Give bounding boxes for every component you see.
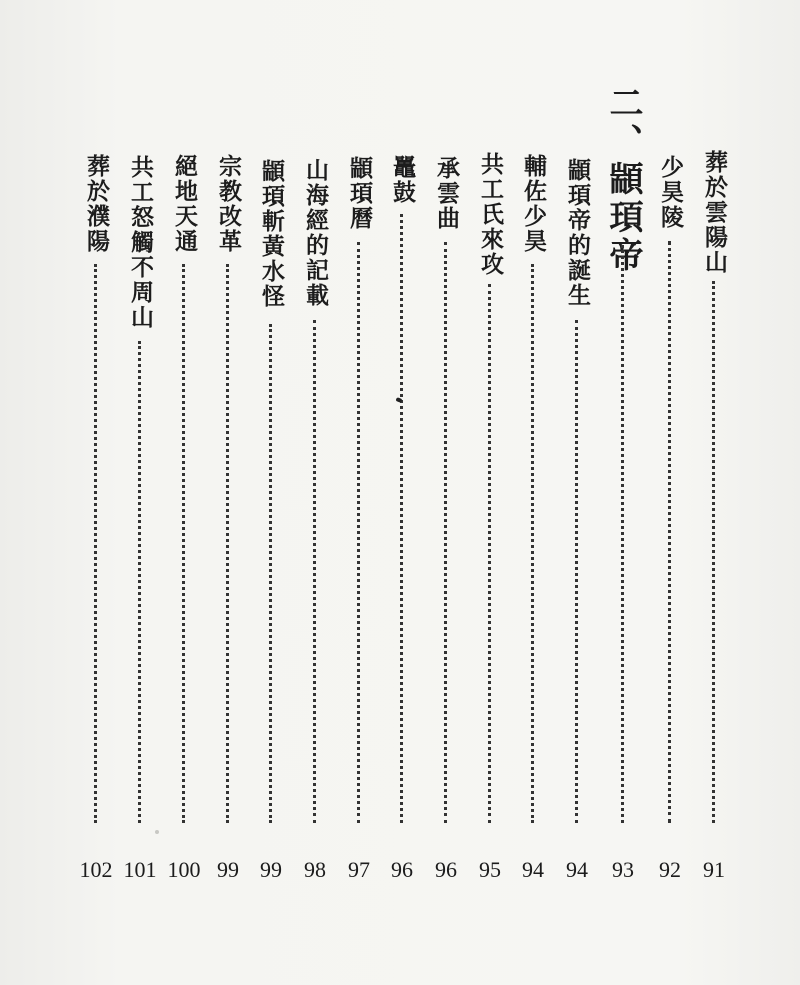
dot-leader xyxy=(488,284,491,823)
toc-page-number: 93 xyxy=(612,857,634,882)
toc-entry-title: 顓頊斬黃水怪 xyxy=(258,159,285,309)
toc-entry[interactable] xyxy=(208,150,248,885)
toc-entry-title: 顓頊曆 xyxy=(346,155,373,231)
toc-entry[interactable] xyxy=(251,150,291,885)
dot-leader xyxy=(575,320,578,823)
toc-page-number: 96 xyxy=(391,857,413,882)
toc-page-number: 95 xyxy=(479,857,501,882)
dot-leader xyxy=(712,281,715,823)
toc-page-number: 96 xyxy=(435,857,457,882)
toc-entry-title: 少昊陵 xyxy=(657,155,684,230)
toc-entry[interactable] xyxy=(76,150,116,885)
dot-leader xyxy=(226,264,229,823)
toc-page-number: 99 xyxy=(260,857,282,882)
toc-entry[interactable] xyxy=(164,150,204,885)
toc-entry[interactable] xyxy=(650,150,690,885)
toc-page-number: 94 xyxy=(566,857,588,882)
toc-page-number: 99 xyxy=(217,857,239,882)
toc-page-number: 94 xyxy=(522,857,544,882)
toc-entry[interactable] xyxy=(557,150,597,885)
dot-leader xyxy=(621,245,624,823)
toc-entry[interactable] xyxy=(513,150,553,885)
toc-entry-title: 葬於雲陽山 xyxy=(701,150,728,275)
toc-entry[interactable] xyxy=(694,150,734,885)
dot-leader xyxy=(94,264,97,823)
toc-entry-title: 共工怒觸不周山 xyxy=(127,155,154,330)
toc-page-number: 97 xyxy=(348,857,370,882)
toc-entry[interactable] xyxy=(470,150,510,885)
toc-entry-title: 承雲曲 xyxy=(433,155,460,231)
toc-page-number: 101 xyxy=(123,857,157,882)
toc-page-number: 92 xyxy=(659,857,681,882)
dot-leader xyxy=(668,241,671,823)
section-heading-title: 二、顓頊帝 xyxy=(603,85,643,275)
toc-entry-title: 鼉鼓 xyxy=(389,155,416,205)
paper-blemish xyxy=(155,830,159,834)
dot-leader xyxy=(269,324,272,823)
dot-leader xyxy=(182,264,185,823)
dot-leader xyxy=(313,320,316,823)
toc-page-number: 100 xyxy=(167,857,201,882)
dot-leader xyxy=(400,214,403,823)
toc-page-number: 102 xyxy=(79,857,113,882)
toc-entry-title: 山海經的記載 xyxy=(302,157,329,308)
dot-leader xyxy=(138,341,141,823)
toc-entry[interactable] xyxy=(339,150,379,885)
toc-entry-title: 葬於濮陽 xyxy=(83,154,110,254)
toc-entry-title: 共工氏來攻 xyxy=(477,151,504,277)
dot-leader xyxy=(444,242,447,823)
dot-leader xyxy=(531,264,534,823)
toc-entry-title: 輔佐少昊 xyxy=(520,154,547,254)
toc-entry-title: 絕地天通 xyxy=(171,154,198,254)
toc-page-number: 91 xyxy=(703,857,725,882)
dot-leader xyxy=(357,242,360,823)
toc-entry[interactable] xyxy=(120,150,160,885)
toc-entry-title: 宗教改革 xyxy=(215,154,242,254)
toc-entry-title: 顓頊帝的誕生 xyxy=(564,157,591,308)
toc-page-number: 98 xyxy=(304,857,326,882)
toc-section-heading[interactable] xyxy=(603,85,643,885)
toc-entry[interactable] xyxy=(382,150,422,885)
toc-entry[interactable] xyxy=(426,150,466,885)
toc-entry[interactable] xyxy=(295,150,335,885)
